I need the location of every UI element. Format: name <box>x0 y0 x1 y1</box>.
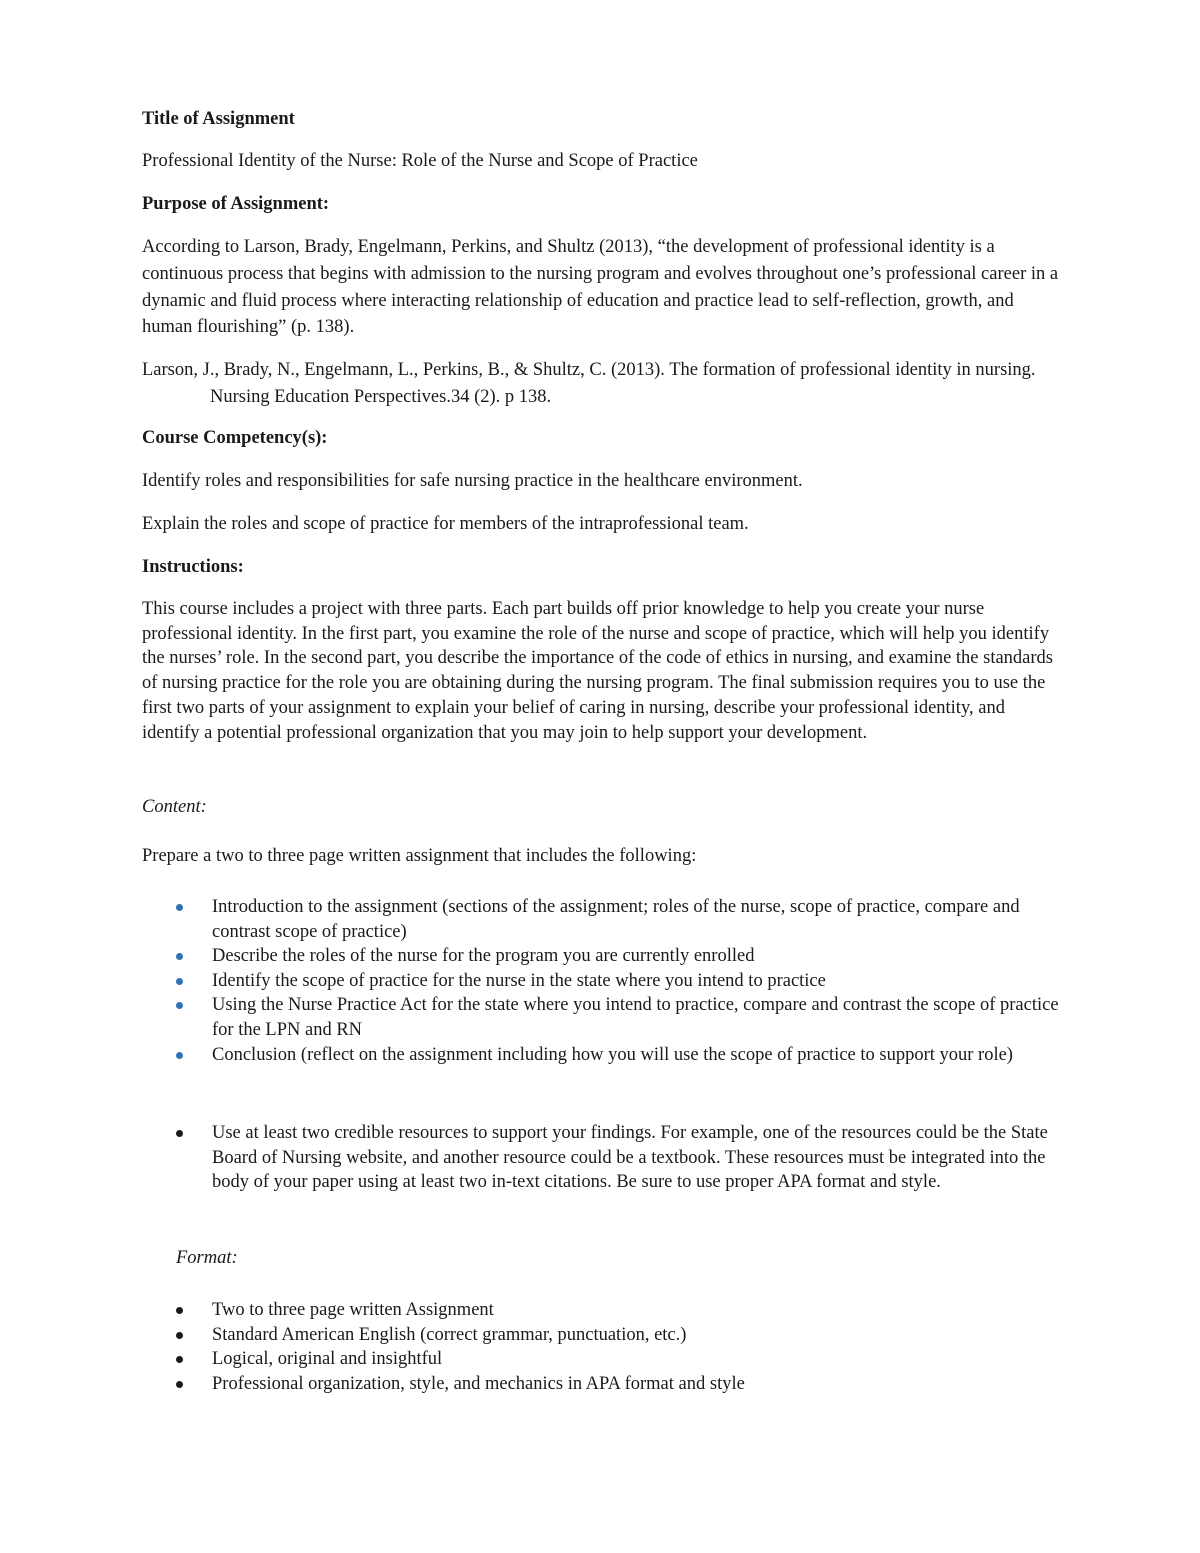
list-item <box>142 1323 1067 1348</box>
bullet-icon <box>176 1332 183 1339</box>
list-item-text: Describe the roles of the nurse for the program you are currently enrolled <box>212 946 755 967</box>
format-label: Format: <box>176 1248 238 1268</box>
title-heading: Title of Assignment <box>142 109 295 129</box>
list-item <box>142 1347 1067 1372</box>
list-item-text: Logical, original and insightful <box>212 1349 443 1370</box>
list-item <box>142 944 1067 969</box>
list-item-text: Using the Nurse Practice Act for the state where you intend to practice, compare and contrast the scope of practice for the LPN and RN <box>212 995 1059 1040</box>
list-item <box>142 1372 1067 1397</box>
competency-heading: Course Competency(s): <box>142 428 328 448</box>
instructions-heading: Instructions: <box>142 557 244 577</box>
reference-citation: Larson, J., Brady, N., Engelmann, L., Perkins, B., & Shultz, C. (2013). The formation of professional identity in nursing. Nursing Education Perspectives.34 (2). p 138. <box>142 360 1036 407</box>
list-item-text: Introduction to the assignment (sections of the assignment; roles of the nurse, scope of practice, compare and contrast scope of practice) <box>212 897 1020 942</box>
list-item-text: Professional organization, style, and mechanics in APA format and style <box>212 1373 745 1394</box>
purpose-heading: Purpose of Assignment: <box>142 194 330 214</box>
bullet-icon <box>176 1130 183 1137</box>
format-list <box>142 1298 1067 1396</box>
bullet-icon <box>176 953 183 960</box>
list-item-text: Two to three page written Assignment <box>212 1300 494 1320</box>
bullet-icon <box>176 1381 183 1388</box>
instructions-text: This course includes a project with three parts. Each part builds off prior knowledge to help you create your nurse professional identity. In the first part, you examine the role of the nurse and scope of practice, which will help you identify the nurses’ role. In the second part, you describe the importance of the code of ethics in nursing, and examine the standards of nursing practice for the role you are obtaining during the nursing program. The final submission requires you to use the first two parts of your assignment to explain your belief of caring in nursing, describe your professional identity, and identify a potential professional organization that you may join to help support your development. <box>142 599 1053 743</box>
list-item <box>142 895 1067 944</box>
purpose-text: According to Larson, Brady, Engelmann, Perkins, and Shultz (2013), “the development of professional identity is a continuous process that begins with admission to the nursing program and evolves throughout one’s professional career in a dynamic and fluid process where interacting relationship of education and practice lead to self-reflection, growth, and human flourishing” (p. 138). <box>142 237 1059 338</box>
content-label: Content: <box>142 797 207 817</box>
bullet-icon <box>176 1002 183 1009</box>
list-item <box>142 993 1067 1042</box>
competency-item: Identify roles and responsibilities for safe nursing practice in the healthcare environment. <box>142 471 803 491</box>
bullet-icon <box>176 1307 183 1314</box>
list-item <box>142 1298 1067 1323</box>
list-item <box>142 1043 1067 1068</box>
content-list <box>142 895 1067 1067</box>
list-item-text: Identify the scope of practice for the nurse in the state where you intend to practice <box>212 970 826 991</box>
bullet-icon <box>176 978 183 985</box>
content-intro: Prepare a two to three page written assignment that includes the following: <box>142 846 697 866</box>
bullet-icon <box>176 1052 183 1059</box>
competency-item: Explain the roles and scope of practice for members of the intraprofessional team. <box>142 514 749 534</box>
list-item <box>142 969 1067 994</box>
resources-list <box>142 1121 1067 1195</box>
bullet-icon <box>176 904 183 911</box>
assignment-title: Professional Identity of the Nurse: Role of the Nurse and Scope of Practice <box>142 151 698 171</box>
list-item-text: Use at least two credible resources to support your findings. For example, one of the resources could be the State Board of Nursing website, and another resource could be a textbook. These resources must be integrated into the body of your paper using at least two in-text citations. Be sure to use proper APA format and style. <box>212 1123 1048 1193</box>
bullet-icon <box>176 1356 183 1363</box>
list-item <box>142 1121 1067 1195</box>
list-item-text: Conclusion (reflect on the assignment including how you will use the scope of practice to support your role) <box>212 1044 1013 1065</box>
list-item-text: Standard American English (correct grammar, punctuation, etc.) <box>212 1324 687 1345</box>
